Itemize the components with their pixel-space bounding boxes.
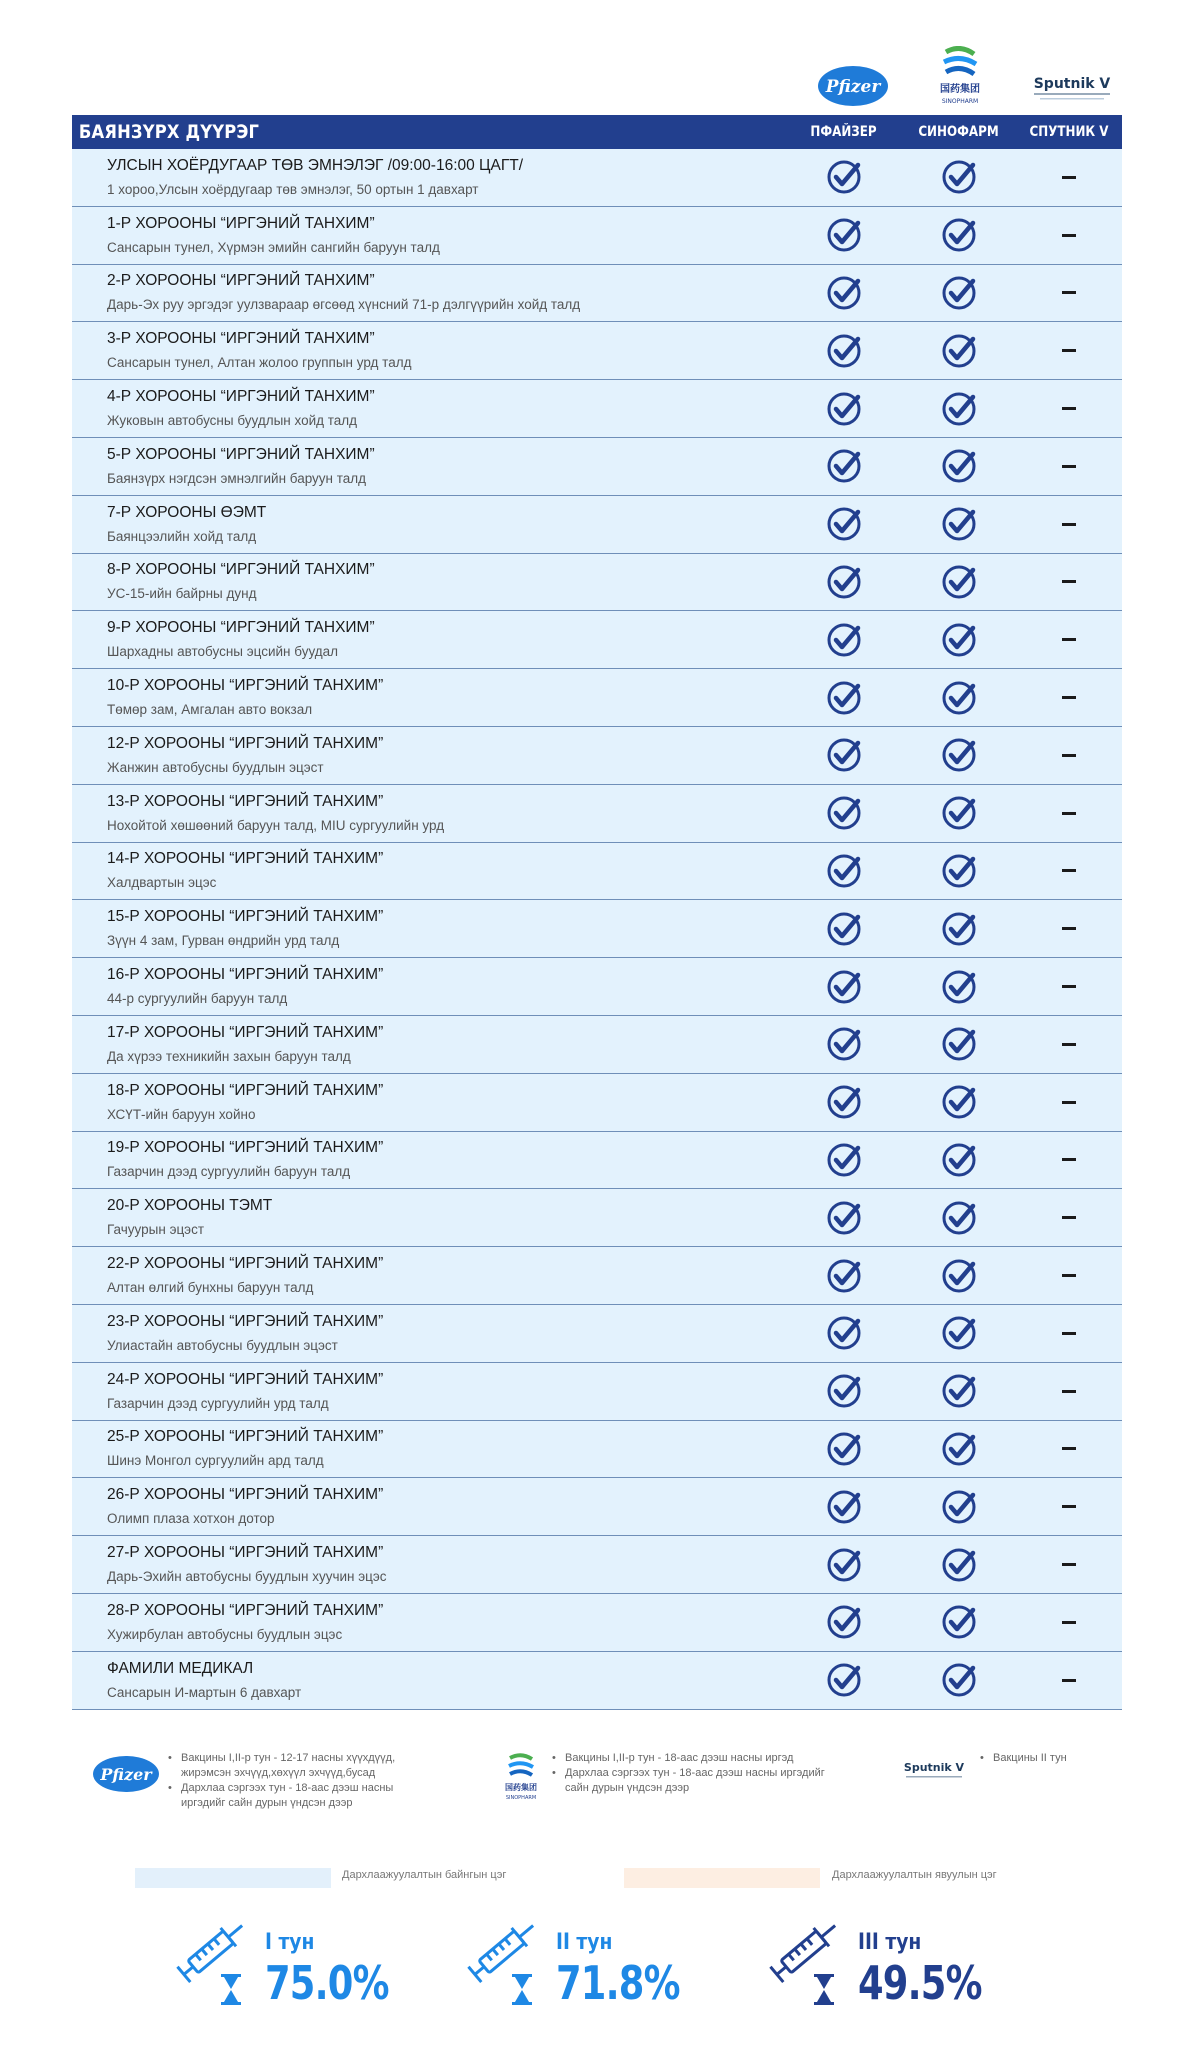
sputnik-logo bbox=[1022, 68, 1122, 104]
location-cell bbox=[72, 1305, 786, 1362]
sinopharm-check-icon bbox=[901, 1478, 1016, 1535]
legend-sinopharm-logo bbox=[500, 1752, 542, 1804]
pfizer-check-icon bbox=[786, 1652, 901, 1709]
pfizer-check-icon bbox=[786, 1536, 901, 1593]
sinopharm-check-icon bbox=[901, 1305, 1016, 1362]
syringe-icon bbox=[456, 1910, 552, 2006]
sputnik-dash-icon bbox=[1016, 1247, 1122, 1304]
sinopharm-check-icon bbox=[901, 727, 1016, 784]
table-row bbox=[72, 1363, 1122, 1421]
sinopharm-check-icon bbox=[901, 958, 1016, 1015]
location-address: Алтан өлгий бунхны баруун талд bbox=[107, 1280, 314, 1296]
pfizer-check-icon bbox=[786, 669, 901, 726]
location-cell bbox=[72, 1189, 786, 1246]
location-address: Дарь-Эх руу эргэдэг уулзвараар өгсөөд хүнсний 71-р дэлгүүрийн хойд талд bbox=[107, 297, 581, 313]
svg-text:国药集团: 国药集团 bbox=[940, 84, 980, 95]
sinopharm-check-icon bbox=[901, 1536, 1016, 1593]
location-address: Да хүрээ техникийн захын баруун талд bbox=[107, 1048, 351, 1064]
sputnik-dash-icon bbox=[1016, 1189, 1122, 1246]
svg-text:Pfizer: Pfizer bbox=[825, 77, 881, 97]
table-row bbox=[72, 1189, 1122, 1247]
location-name: 27-Р ХОРООНЫ “ИРГЭНИЙ ТАНХИМ” bbox=[107, 1544, 384, 1562]
sputnik-dash-icon bbox=[1016, 207, 1122, 264]
svg-text:SINOPHARM: SINOPHARM bbox=[941, 98, 979, 105]
location-name: 1-Р ХОРООНЫ “ИРГЭНИЙ ТАНХИМ” bbox=[107, 214, 375, 232]
table-row bbox=[72, 958, 1122, 1016]
column-sinopharm: СИНОФАРМ bbox=[918, 124, 999, 140]
legend-sputnik-logo bbox=[898, 1756, 970, 1784]
location-address: УС-15-ийн байрны дунд bbox=[107, 586, 257, 602]
sinopharm-check-icon bbox=[901, 1189, 1016, 1246]
location-name: 19-Р ХОРООНЫ “ИРГЭНИЙ ТАНХИМ” bbox=[107, 1139, 384, 1157]
pfizer-check-icon bbox=[786, 900, 901, 957]
legend-sinopharm-item: • Вакцины I,II-р тун - 18-аас дээш насны иргэд bbox=[552, 1751, 842, 1766]
legend-pfizer bbox=[168, 1751, 428, 1811]
location-address: Газарчин дээд сургуулийн баруун талд bbox=[107, 1164, 351, 1180]
location-cell bbox=[72, 669, 786, 726]
legend-pfizer-logo bbox=[92, 1754, 160, 1794]
pfizer-check-icon bbox=[786, 843, 901, 900]
sinopharm-check-icon bbox=[901, 322, 1016, 379]
location-address: Халдвартын эцэс bbox=[107, 875, 217, 891]
location-name: 26-Р ХОРООНЫ “ИРГЭНИЙ ТАНХИМ” bbox=[107, 1486, 384, 1504]
pfizer-check-icon bbox=[786, 1247, 901, 1304]
location-cell bbox=[72, 1421, 786, 1478]
mobile-point-swatch bbox=[624, 1868, 820, 1888]
location-address: Хужирбулан автобусны буудлын эцэс bbox=[107, 1626, 343, 1642]
pfizer-check-icon bbox=[786, 727, 901, 784]
fixed-point-label: Дархлаажуулалтын байнгын цэг bbox=[342, 1869, 507, 1881]
table-row bbox=[72, 149, 1122, 207]
column-sputnik: СПУТНИК V bbox=[1029, 124, 1109, 140]
table-row bbox=[72, 496, 1122, 554]
location-name: 9-Р ХОРООНЫ “ИРГЭНИЙ ТАНХИМ” bbox=[107, 619, 375, 637]
location-name: 15-Р ХОРООНЫ “ИРГЭНИЙ ТАНХИМ” bbox=[107, 908, 384, 926]
location-cell bbox=[72, 900, 786, 957]
location-cell bbox=[72, 380, 786, 437]
sinopharm-check-icon bbox=[901, 1363, 1016, 1420]
pfizer-check-icon bbox=[786, 1189, 901, 1246]
dose-percent: 71.8% bbox=[556, 1956, 680, 2010]
column-pfizer: ПФАЙЗЕР bbox=[810, 124, 877, 140]
dose-percent: 49.5% bbox=[858, 1956, 982, 2010]
location-address: Нохойтой хөшөөний баруун талд, MIU сургуулийн урд bbox=[107, 817, 445, 833]
location-address: Жуковын автобусны буудлын хойд талд bbox=[107, 413, 358, 429]
location-address: 1 хороо,Улсын хоёрдугаар төв эмнэлэг, 50 ортын 1 давхарт bbox=[107, 181, 479, 197]
svg-text:国药集团: 国药集团 bbox=[505, 1783, 537, 1792]
sputnik-dash-icon bbox=[1016, 611, 1122, 668]
location-name: 14-Р ХОРООНЫ “ИРГЭНИЙ ТАНХИМ” bbox=[107, 850, 384, 868]
table-row bbox=[72, 1594, 1122, 1652]
location-name: 7-Р ХОРООНЫ ӨЭМТ bbox=[107, 503, 267, 521]
location-address: Сансарын тунел, Хүрмэн эмийн сангийн баруун талд bbox=[107, 239, 440, 255]
location-name: 23-Р ХОРООНЫ “ИРГЭНИЙ ТАНХИМ” bbox=[107, 1312, 384, 1330]
sputnik-dash-icon bbox=[1016, 1305, 1122, 1362]
sputnik-dash-icon bbox=[1016, 554, 1122, 611]
pfizer-check-icon bbox=[786, 1478, 901, 1535]
location-cell bbox=[72, 149, 786, 206]
pfizer-check-icon bbox=[786, 785, 901, 842]
location-name: 25-Р ХОРООНЫ “ИРГЭНИЙ ТАНХИМ” bbox=[107, 1428, 384, 1446]
table-row bbox=[72, 785, 1122, 843]
location-name: ФАМИЛИ МЕДИКАЛ bbox=[107, 1659, 254, 1677]
table-row bbox=[72, 669, 1122, 727]
location-address: Гачуурын эцэст bbox=[107, 1222, 205, 1238]
location-cell bbox=[72, 322, 786, 379]
legend-pfizer-item: • Вакцины I,II-р тун - 12-17 насны хүүхдүүд, жирэмсэн эхчүүд,хөхүүл эхчүүд,бусад bbox=[168, 1751, 428, 1781]
mobile-point-label: Дархлаажуулалтын явуулын цэг bbox=[832, 1869, 997, 1881]
sinopharm-check-icon bbox=[901, 496, 1016, 553]
legend-sputnik bbox=[980, 1751, 1100, 1766]
pfizer-check-icon bbox=[786, 1016, 901, 1073]
pfizer-check-icon bbox=[786, 380, 901, 437]
location-address: Газарчин дээд сургуулийн урд талд bbox=[107, 1395, 329, 1411]
location-name: 3-Р ХОРООНЫ “ИРГЭНИЙ ТАНХИМ” bbox=[107, 330, 375, 348]
sputnik-dash-icon bbox=[1016, 380, 1122, 437]
vaccination-points-table bbox=[72, 115, 1122, 1710]
svg-text:SINOPHARM: SINOPHARM bbox=[505, 1795, 537, 1801]
location-cell bbox=[72, 1536, 786, 1593]
legend-sinopharm bbox=[552, 1751, 842, 1796]
location-cell bbox=[72, 265, 786, 322]
sputnik-dash-icon bbox=[1016, 496, 1122, 553]
dose-label: I тун bbox=[265, 1930, 315, 1955]
location-cell bbox=[72, 496, 786, 553]
table-row bbox=[72, 1132, 1122, 1190]
table-row bbox=[72, 611, 1122, 669]
table-row bbox=[72, 1536, 1122, 1594]
pfizer-check-icon bbox=[786, 1363, 901, 1420]
location-name: 13-Р ХОРООНЫ “ИРГЭНИЙ ТАНХИМ” bbox=[107, 792, 384, 810]
location-cell bbox=[72, 438, 786, 495]
sinopharm-check-icon bbox=[901, 1421, 1016, 1478]
sinopharm-check-icon bbox=[901, 1594, 1016, 1651]
pfizer-check-icon bbox=[786, 1132, 901, 1189]
sputnik-dash-icon bbox=[1016, 843, 1122, 900]
location-name: 20-Р ХОРООНЫ ТЭМТ bbox=[107, 1197, 273, 1215]
svg-text:Sputnik V: Sputnik V bbox=[903, 1761, 965, 1774]
location-name: 8-Р ХОРООНЫ “ИРГЭНИЙ ТАНХИМ” bbox=[107, 561, 375, 579]
sputnik-dash-icon bbox=[1016, 265, 1122, 322]
syringe-icon bbox=[758, 1910, 854, 2006]
sputnik-dash-icon bbox=[1016, 958, 1122, 1015]
table-row bbox=[72, 207, 1122, 265]
location-cell bbox=[72, 554, 786, 611]
table-row bbox=[72, 322, 1122, 380]
location-cell bbox=[72, 1594, 786, 1651]
table-row bbox=[72, 1247, 1122, 1305]
sinopharm-logo bbox=[932, 46, 988, 108]
location-address: Сансарын И-мартын 6 давхарт bbox=[107, 1684, 302, 1700]
syringe-icon bbox=[165, 1910, 261, 2006]
pfizer-check-icon bbox=[786, 958, 901, 1015]
sinopharm-check-icon bbox=[901, 438, 1016, 495]
sputnik-dash-icon bbox=[1016, 1421, 1122, 1478]
location-cell bbox=[72, 611, 786, 668]
sinopharm-check-icon bbox=[901, 611, 1016, 668]
table-row bbox=[72, 1016, 1122, 1074]
location-cell bbox=[72, 958, 786, 1015]
sputnik-dash-icon bbox=[1016, 785, 1122, 842]
location-cell bbox=[72, 207, 786, 264]
sinopharm-check-icon bbox=[901, 669, 1016, 726]
location-name: 5-Р ХОРООНЫ “ИРГЭНИЙ ТАНХИМ” bbox=[107, 445, 375, 463]
location-name: 22-Р ХОРООНЫ “ИРГЭНИЙ ТАНХИМ” bbox=[107, 1255, 384, 1273]
location-name: 16-Р ХОРООНЫ “ИРГЭНИЙ ТАНХИМ” bbox=[107, 966, 384, 984]
location-address: Зүүн 4 зам, Гурван өндрийн урд талд bbox=[107, 933, 340, 949]
location-name: УЛСЫН ХОЁРДУГААР ТӨВ ЭМНЭЛЭГ /09:00-16:00 ЦАГТ/ bbox=[107, 156, 524, 174]
sinopharm-check-icon bbox=[901, 1016, 1016, 1073]
svg-text:Sputnik V: Sputnik V bbox=[1033, 76, 1111, 92]
dose-percent: 75.0% bbox=[265, 1956, 389, 2010]
sinopharm-check-icon bbox=[901, 1132, 1016, 1189]
pfizer-check-icon bbox=[786, 1594, 901, 1651]
location-cell bbox=[72, 1074, 786, 1131]
legend-sinopharm-item: • Дархлаа сэргээх тун - 18-аас дээш насны иргэдийг сайн дурын үндсэн дээр bbox=[552, 1766, 842, 1796]
sputnik-dash-icon bbox=[1016, 1594, 1122, 1651]
table-body bbox=[72, 149, 1122, 1710]
sinopharm-check-icon bbox=[901, 900, 1016, 957]
sputnik-dash-icon bbox=[1016, 1132, 1122, 1189]
table-row bbox=[72, 265, 1122, 323]
sputnik-dash-icon bbox=[1016, 1652, 1122, 1709]
table-row bbox=[72, 554, 1122, 612]
location-address: Шархадны автобусны эцсийн буудал bbox=[107, 644, 339, 660]
legend-pfizer-item: • Дархлаа сэргээх тун - 18-аас дээш насны иргэдийг сайн дурын үндсэн дээр bbox=[168, 1781, 428, 1811]
sputnik-dash-icon bbox=[1016, 438, 1122, 495]
dose-label: III тун bbox=[858, 1930, 922, 1955]
svg-text:Pfizer: Pfizer bbox=[100, 1765, 152, 1784]
location-name: 10-Р ХОРООНЫ “ИРГЭНИЙ ТАНХИМ” bbox=[107, 677, 384, 695]
pfizer-check-icon bbox=[786, 1074, 901, 1131]
pfizer-check-icon bbox=[786, 265, 901, 322]
sinopharm-check-icon bbox=[901, 1247, 1016, 1304]
location-address: Дарь-Эхийн автобусны буудлын хуучин эцэс bbox=[107, 1569, 387, 1585]
table-row bbox=[72, 380, 1122, 438]
sputnik-dash-icon bbox=[1016, 1016, 1122, 1073]
location-address: Жанжин автобусны буудлын эцэст bbox=[107, 759, 324, 775]
legend-sputnik-item: • Вакцины II тун bbox=[980, 1751, 1100, 1766]
pfizer-check-icon bbox=[786, 207, 901, 264]
pfizer-check-icon bbox=[786, 554, 901, 611]
sputnik-dash-icon bbox=[1016, 1536, 1122, 1593]
fixed-point-swatch bbox=[135, 1868, 331, 1888]
table-row bbox=[72, 1421, 1122, 1479]
location-address: Баянцээлийн хойд талд bbox=[107, 528, 257, 544]
location-address: Сансарын тунел, Алтан жолоо группын урд талд bbox=[107, 355, 412, 371]
pfizer-check-icon bbox=[786, 438, 901, 495]
location-address: Баянзүрх нэгдсэн эмнэлгийн баруун талд bbox=[107, 470, 367, 486]
sinopharm-check-icon bbox=[901, 265, 1016, 322]
sputnik-dash-icon bbox=[1016, 900, 1122, 957]
location-address: Улиастайн автобусны буудлын эцэст bbox=[107, 1337, 338, 1353]
sinopharm-check-icon bbox=[901, 1074, 1016, 1131]
location-address: Шинэ Монгол сургуулийн ард талд bbox=[107, 1453, 324, 1469]
sinopharm-check-icon bbox=[901, 149, 1016, 206]
pfizer-check-icon bbox=[786, 496, 901, 553]
table-row bbox=[72, 900, 1122, 958]
sinopharm-check-icon bbox=[901, 554, 1016, 611]
location-cell bbox=[72, 785, 786, 842]
location-name: 24-Р ХОРООНЫ “ИРГЭНИЙ ТАНХИМ” bbox=[107, 1370, 384, 1388]
location-cell bbox=[72, 1652, 786, 1709]
location-name: 2-Р ХОРООНЫ “ИРГЭНИЙ ТАНХИМ” bbox=[107, 272, 375, 290]
table-header bbox=[72, 115, 1122, 149]
table-row bbox=[72, 727, 1122, 785]
location-name: 12-Р ХОРООНЫ “ИРГЭНИЙ ТАНХИМ” bbox=[107, 734, 384, 752]
table-row bbox=[72, 438, 1122, 496]
sputnik-dash-icon bbox=[1016, 149, 1122, 206]
dose-label: II тун bbox=[556, 1930, 613, 1955]
sputnik-dash-icon bbox=[1016, 669, 1122, 726]
location-cell bbox=[72, 1478, 786, 1535]
pfizer-check-icon bbox=[786, 149, 901, 206]
table-row bbox=[72, 1305, 1122, 1363]
table-row bbox=[72, 1478, 1122, 1536]
sputnik-dash-icon bbox=[1016, 322, 1122, 379]
table-row bbox=[72, 1074, 1122, 1132]
sputnik-dash-icon bbox=[1016, 727, 1122, 784]
sinopharm-check-icon bbox=[901, 207, 1016, 264]
sputnik-dash-icon bbox=[1016, 1074, 1122, 1131]
location-name: 18-Р ХОРООНЫ “ИРГЭНИЙ ТАНХИМ” bbox=[107, 1081, 384, 1099]
location-address: 44-р сургуулийн баруун талд bbox=[107, 991, 288, 1007]
pfizer-check-icon bbox=[786, 1421, 901, 1478]
sinopharm-check-icon bbox=[901, 1652, 1016, 1709]
pfizer-check-icon bbox=[786, 322, 901, 379]
location-address: ХСҮТ-ийн баруун хойно bbox=[107, 1106, 256, 1122]
table-row bbox=[72, 1652, 1122, 1710]
location-cell bbox=[72, 1016, 786, 1073]
location-cell bbox=[72, 1363, 786, 1420]
pfizer-logo bbox=[817, 64, 889, 108]
location-name: 4-Р ХОРООНЫ “ИРГЭНИЙ ТАНХИМ” bbox=[107, 388, 375, 406]
pfizer-check-icon bbox=[786, 611, 901, 668]
location-address: Олимп плаза хотхон дотор bbox=[107, 1511, 275, 1527]
sinopharm-check-icon bbox=[901, 380, 1016, 437]
sinopharm-check-icon bbox=[901, 843, 1016, 900]
sputnik-dash-icon bbox=[1016, 1363, 1122, 1420]
sinopharm-check-icon bbox=[901, 785, 1016, 842]
location-cell bbox=[72, 727, 786, 784]
district-title: БАЯНЗҮРХ ДҮҮРЭГ bbox=[78, 121, 260, 143]
table-row bbox=[72, 843, 1122, 901]
pfizer-check-icon bbox=[786, 1305, 901, 1362]
location-cell bbox=[72, 1132, 786, 1189]
location-cell bbox=[72, 1247, 786, 1304]
location-name: 17-Р ХОРООНЫ “ИРГЭНИЙ ТАНХИМ” bbox=[107, 1023, 384, 1041]
location-cell bbox=[72, 843, 786, 900]
sputnik-dash-icon bbox=[1016, 1478, 1122, 1535]
location-name: 28-Р ХОРООНЫ “ИРГЭНИЙ ТАНХИМ” bbox=[107, 1601, 384, 1619]
location-address: Төмөр зам, Амгалан авто вокзал bbox=[107, 702, 313, 718]
